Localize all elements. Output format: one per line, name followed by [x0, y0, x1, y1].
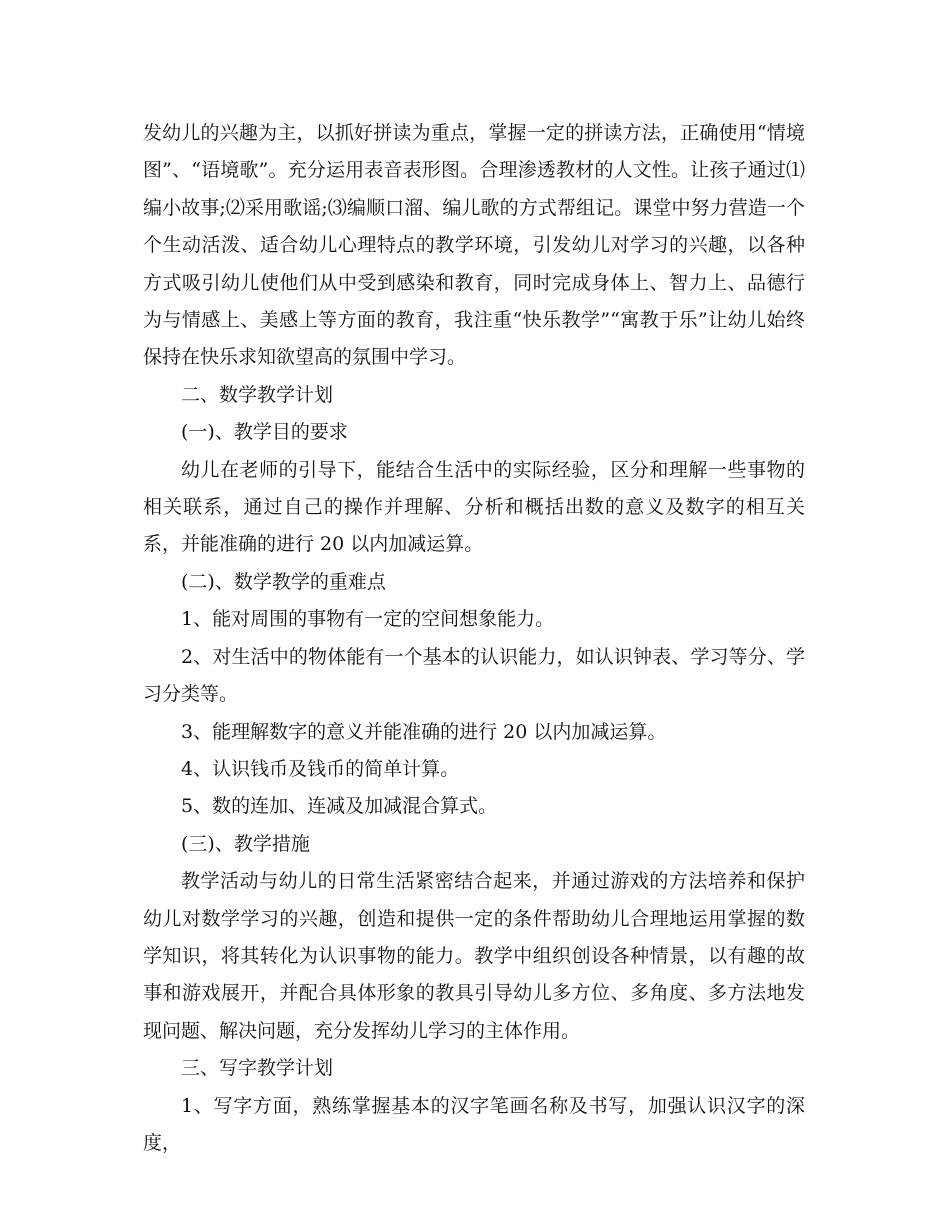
paragraph-measures: 教学活动与幼儿的日常生活紧密结合起来，并通过游戏的方法培养和保护幼儿对数学学习的兴趣，创造和提供一定的条件帮助幼儿合理地运用掌握的数学知识，将其转化为认识事物的能力。教学中组织创设各种情景，以有趣的故事和游戏展开，并配合具体形象的教具引导幼儿多方位、多角度、多方法地发现问题、解决问题，充分发挥幼儿学习的主体作用。: [143, 870, 805, 1042]
document-body: [143, 115, 805, 1162]
section-heading-writing: 三、写字教学计划: [181, 1057, 334, 1080]
subheading-key-points: (二)、数学教学的重难点: [181, 570, 386, 593]
list-item-5: 5、数的连加、连减及加减混合算式。: [181, 795, 498, 818]
paragraph-continuation: 发幼儿的兴趣为主，以抓好拼读为重点，掌握一定的拼读方法，正确使用“情境图”、“语境歌”。充分运用表音表形图。合理渗透教材的人文性。让孩子通过⑴编小故事;⑵采用歌谣;⑶编顺口溜、编儿歌的方式帮组记。课堂中努力营造一个个生动活泼、适合幼儿心理特点的教学环境，引发幼儿对学习的兴趣，以各种方式吸引幼儿使他们从中受到感染和教育，同时完成身体上、智力上、品德行为与情感上、美感上等方面的教育，我注重“快乐教学”“寓教于乐”让幼儿始终保持在快乐求知欲望高的氛围中学习。: [143, 122, 805, 369]
list-item-3: 3、能理解数字的意义并能准确的进行 20 以内加减运算。: [181, 720, 667, 743]
paragraph-goals: 幼儿在老师的引导下，能结合生活中的实际经验，区分和理解一些事物的相关联系，通过自己的操作并理解、分析和概括出数的意义及数字的相互关系，并能准确的进行 20 以内加减运算。: [143, 458, 805, 556]
list-item-4: 4、认识钱币及钱币的简单计算。: [181, 757, 460, 780]
subheading-measures: (三)、教学措施: [181, 832, 310, 855]
subheading-goals: (一)、教学目的要求: [181, 421, 348, 444]
list-item-writing-1: 1、写字方面，熟练掌握基本的汉字笔画名称及书写，加强认识汉字的深度，: [143, 1094, 805, 1154]
list-item-1: 1、能对周围的事物有一定的空间想象能力。: [181, 608, 555, 631]
list-item-2: 2、对生活中的物体能有一个基本的认识能力，如认识钟表、学习等分、学习分类等。: [143, 645, 805, 706]
section-heading-math: 二、数学教学计划: [181, 383, 334, 406]
